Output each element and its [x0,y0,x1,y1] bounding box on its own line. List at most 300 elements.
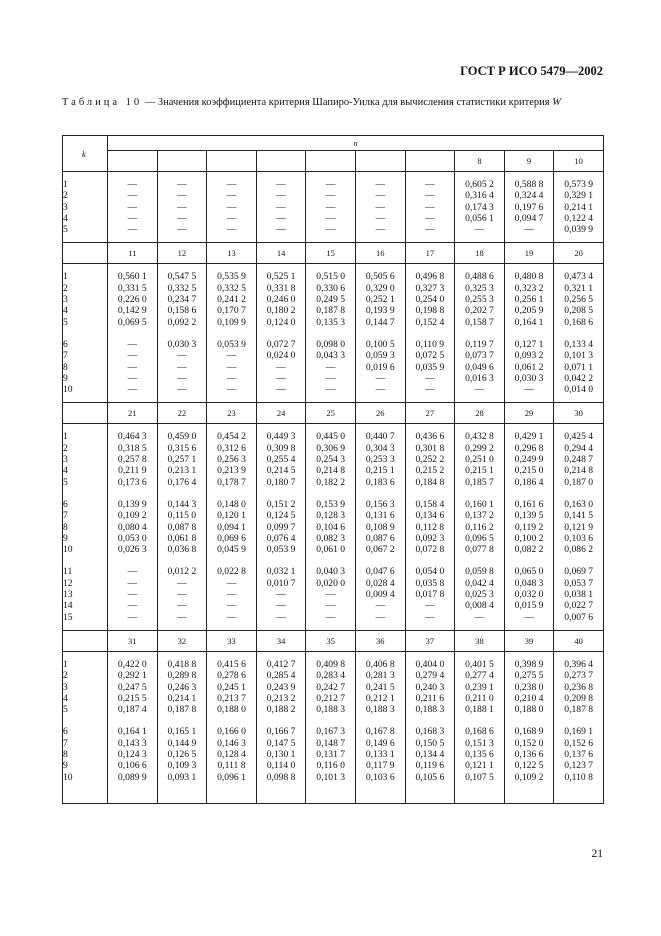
group-gap [158,555,207,566]
coefficient-value: 0,072 8 [415,544,445,556]
group-gap [554,555,603,566]
n-value-cell [306,151,356,172]
coefficient-value: — [127,589,138,601]
coefficient-value: 0,315 6 [167,442,197,454]
coefficient-value: 0,038 1 [564,589,594,601]
coefficient-value: — [177,179,187,190]
coefficient-value: 0,156 3 [365,498,395,510]
coefficient-value: 0,012 2 [167,566,197,578]
coefficient-value: 0,148 7 [316,737,346,749]
coefficient-value: 0,072 5 [415,350,445,362]
coefficient-value: 0,144 9 [167,737,197,749]
coefficient-value: 0,141 5 [564,510,594,522]
coefficient-column [157,264,207,403]
coefficient-value: — [226,589,237,601]
coefficient-value: 0,211 6 [415,692,445,704]
coefficient-value: 0,273 7 [564,670,594,682]
coefficient-value: 0,256 1 [514,294,544,306]
k-blank [63,243,108,264]
coefficient-column [207,651,257,803]
coefficient-value: 0,257 1 [167,454,197,466]
k-value: 14 [63,600,73,612]
coefficient-value: 0,152 4 [415,316,445,328]
k-column [63,424,108,630]
group-gap [554,715,603,726]
coefficient-value: — [226,372,237,384]
coefficient-value: 0,087 6 [365,532,395,544]
coefficient-value: — [127,190,138,202]
coefficient-column [455,264,505,403]
coefficient-value: 0,019 6 [365,361,395,373]
coefficient-value: — [226,350,237,362]
coefficient-value: 0,213 9 [217,465,246,477]
coefficient-value: 0,014 0 [564,384,594,396]
coefficient-value: 0,067 2 [365,544,395,556]
coefficient-value: 0,330 6 [316,282,346,294]
n-value-cell: 9 [504,151,554,172]
coefficient-value: 0,215 1 [465,465,494,477]
k-value: 6 [63,726,68,738]
n-value-cell: 15 [306,243,356,264]
standard-number: ГОСТ Р ИСО 5479—2002 [460,64,603,78]
coefficient-value: 0,161 6 [514,498,544,510]
coefficient-value: 0,035 8 [415,577,445,589]
group-gap [356,328,405,339]
group-gap [455,715,504,726]
coefficient-value: 0,329 0 [365,282,395,294]
group-gap [505,328,554,339]
n-value-cell: 10 [554,151,604,172]
coefficient-value: 0,454 2 [217,431,246,443]
coefficient-value: — [226,212,237,224]
coefficient-value: 0,304 3 [365,442,395,454]
coefficient-column [256,424,306,630]
group-gap [63,488,107,499]
coefficient-value: 0,214 1 [167,692,197,704]
coefficient-value: — [425,212,435,224]
coefficient-value: 0,144 3 [167,498,197,510]
coefficient-value: 0,164 1 [514,316,544,328]
k-value: 13 [63,589,73,601]
coefficient-value: 0,116 0 [316,760,345,772]
coefficient-value: 0,180 2 [266,305,296,317]
k-value: 10 [63,771,73,783]
coefficient-value: 0,164 1 [117,726,147,738]
coefficient-value: 0,082 2 [514,544,544,556]
n-value-cell: 16 [355,243,405,264]
coefficient-column [554,424,604,630]
coefficient-value: 0,121 9 [564,521,594,533]
n-value-cell: 14 [256,243,306,264]
coefficient-value: 0,131 6 [365,510,395,522]
coefficient-value: 0,436 6 [415,431,445,443]
coefficient-value: 0,112 8 [415,521,445,533]
k-value: 1 [63,431,68,443]
coefficient-value: 0,093 2 [514,350,544,362]
coefficient-value: 0,065 0 [514,566,544,578]
coefficient-value: — [177,600,187,612]
coefficient-value: — [226,190,237,202]
coefficient-value: 0,198 8 [415,305,445,317]
group-gap [554,328,603,339]
n-value-cell: 24 [256,403,306,424]
coefficient-value: 0,135 6 [465,748,494,760]
coefficient-value: 0,022 7 [564,600,594,612]
coefficient-value: 0,168 6 [564,316,594,328]
k-value: 4 [63,212,68,224]
group-gap [505,488,554,499]
coefficient-value: 0,024 0 [266,350,296,362]
coefficient-value: 0,440 7 [365,431,395,443]
coefficient-value: 0,061 0 [316,544,346,556]
coefficient-value: 0,100 2 [514,532,544,544]
k-value: 2 [63,282,68,294]
coefficient-value: 0,496 8 [415,271,445,283]
page-number: 21 [591,848,603,860]
coefficient-column [355,651,405,803]
coefficient-value: 0,152 0 [514,737,544,749]
coefficient-value: 0,182 2 [316,476,346,488]
coefficient-value: 0,247 5 [117,681,147,693]
coefficient-value: — [177,212,187,224]
k-value: 8 [63,748,68,760]
coefficient-value: 0,573 9 [564,179,594,190]
data-row [63,424,604,630]
coefficient-value: 0,409 8 [316,658,346,670]
group-gap [455,488,504,499]
coefficient-value: 0,026 3 [117,544,147,556]
coefficient-value: 0,187 0 [564,476,594,488]
k-value: 1 [63,179,68,190]
coefficient-value: — [177,350,187,362]
coefficient-value: 0,116 2 [465,521,494,533]
coefficient-value: — [276,212,286,224]
coefficient-value: 0,007 6 [564,611,594,623]
coefficient-value: 0,331 8 [266,282,296,294]
group-gap [63,555,107,566]
n-value-cell: 17 [405,243,455,264]
coefficient-value: — [474,611,485,623]
coefficient-value: 0,316 4 [465,190,494,202]
coefficient-value: 0,101 3 [316,771,346,783]
coefficient-value: 0,215 0 [514,465,544,477]
coefficient-value: — [127,361,138,373]
coefficient-value: 0,515 0 [316,271,346,283]
coefficient-value: 0,214 1 [564,201,594,213]
coefficient-value: 0,087 8 [167,521,197,533]
coefficient-value: 0,032 1 [266,566,296,578]
coefficient-value: — [177,361,187,373]
coefficient-value: 0,432 8 [465,431,494,443]
coefficient-value: 0,255 3 [465,294,494,306]
coefficient-value: 0,151 2 [266,498,296,510]
coefficient-value: 0,256 3 [217,454,246,466]
data-row [63,172,604,243]
coefficient-value: 0,032 0 [514,589,544,601]
coefficient-value: 0,253 3 [365,454,395,466]
k-value: 4 [63,465,68,477]
coefficient-value: 0,238 0 [514,681,544,693]
coefficient-value: 0,153 9 [316,498,346,510]
n-value-cell [405,151,455,172]
coefficient-value: 0,249 9 [514,454,544,466]
coefficient-value: — [375,201,386,213]
n-value-cell: 27 [405,403,455,424]
coefficient-value: 0,188 3 [365,704,395,716]
coefficient-value: — [325,600,336,612]
coefficient-value: 0,279 4 [415,670,445,682]
coefficient-value: — [375,611,386,623]
coefficient-value: — [127,338,138,350]
k-value: 4 [63,692,68,704]
k-value: 4 [63,305,68,317]
k-value: 8 [63,521,68,533]
coefficient-value: 0,049 6 [465,361,494,373]
group-gap [257,488,306,499]
coefficient-value: 0,028 4 [365,577,395,589]
k-blank [63,630,108,651]
coefficient-value: 0,119 2 [514,521,544,533]
coefficient-value: 0,045 9 [217,544,246,556]
coefficient-value: 0,183 6 [365,476,395,488]
k-value: 2 [63,190,68,202]
coefficient-value: — [524,224,534,236]
coefficient-value: 0,094 7 [514,212,544,224]
group-gap [505,555,554,566]
coefficient-value: 0,275 5 [514,670,544,682]
k-value: 9 [63,372,68,384]
coefficient-value: 0,211 9 [118,465,147,477]
coefficient-value: — [127,577,138,589]
coefficient-value: 0,215 2 [415,465,445,477]
group-gap [306,488,355,499]
coefficient-value: 0,246 3 [167,681,197,693]
coefficient-value: 0,255 4 [266,454,296,466]
coefficient-value: 0,180 7 [266,476,296,488]
coefficient-value: 0,208 5 [564,305,594,317]
coefficient-value: 0,252 1 [365,294,395,306]
coefficient-value: 0,042 4 [465,577,494,589]
k-value: 1 [63,271,68,283]
coefficient-value: 0,401 5 [465,658,494,670]
coefficient-value: 0,187 8 [564,704,594,716]
coefficient-value: 0,301 8 [415,442,445,454]
coefficient-value: — [177,589,187,601]
group-gap [306,328,355,339]
coefficient-column [405,172,455,243]
coefficient-value: — [375,372,386,384]
coefficient-value: 0,187 8 [167,704,197,716]
coefficient-value: 0,187 8 [316,305,346,317]
k-value: 5 [63,704,68,716]
coefficient-value: 0,056 1 [465,212,494,224]
group-gap [406,328,455,339]
coefficient-value: 0,124 5 [266,510,296,522]
coefficient-value: 0,030 3 [167,338,197,350]
coefficient-value: 0,241 5 [365,681,395,693]
coefficient-value: 0,122 5 [514,760,544,772]
coefficient-value: 0,110 8 [564,771,593,783]
coefficient-value: 0,110 9 [415,338,445,350]
n-value-cell: 19 [504,243,554,264]
coefficient-value: 0,294 4 [564,442,594,454]
k-column [63,264,108,403]
coefficient-value: 0,143 3 [117,737,147,749]
coefficient-value: 0,098 0 [316,338,346,350]
coefficient-value: — [177,577,187,589]
coefficient-value: 0,010 7 [266,577,296,589]
group-gap [505,715,554,726]
coefficient-value: 0,134 4 [415,748,445,760]
coefficient-value: 0,073 7 [465,350,494,362]
coefficient-value: 0,239 1 [465,681,494,693]
coefficient-value: 0,215 5 [117,692,147,704]
coefficient-value: 0,257 8 [117,454,147,466]
coefficient-value: 0,332 5 [217,282,246,294]
coefficient-value: 0,188 0 [514,704,544,716]
coefficient-value: 0,086 2 [564,544,594,556]
n-value-cell: 26 [355,403,405,424]
coefficient-value: 0,016 3 [465,372,494,384]
coefficient-value: 0,309 8 [266,442,296,454]
k-value: 12 [63,577,73,589]
coefficient-value: 0,071 1 [564,361,594,373]
coefficient-value: — [127,600,138,612]
k-column [63,172,108,243]
coefficient-value: — [177,372,187,384]
coefficient-column [355,424,405,630]
coefficient-value: 0,246 0 [266,294,296,306]
coefficient-column [207,172,257,243]
coefficient-value: — [226,201,237,213]
coefficient-value: — [425,384,435,396]
coefficient-value: 0,202 7 [465,305,494,317]
coefficient-column [554,651,604,803]
n-value-cell: 20 [554,243,604,264]
coefficient-value: 0,236 8 [564,681,594,693]
coefficient-value: 0,188 1 [465,704,494,716]
coefficient-value: 0,105 6 [415,771,445,783]
group-gap [455,555,504,566]
coefficient-column [455,651,505,803]
coefficient-value: — [127,179,138,190]
coefficient-value: 0,135 3 [316,316,346,328]
coefficient-value: 0,133 1 [365,748,395,760]
group-gap [207,715,256,726]
n-value-cell: 18 [455,243,505,264]
k-value: 5 [63,224,68,236]
coefficient-value: 0,210 4 [514,692,544,704]
coefficient-value: — [425,201,435,213]
coefficient-value: 0,015 9 [514,600,544,612]
group-gap [554,488,603,499]
coefficient-value: 0,212 7 [316,692,346,704]
coefficient-value: 0,332 5 [167,282,197,294]
coefficient-value: 0,107 5 [465,771,494,783]
coefficient-column [157,424,207,630]
coefficient-value: 0,277 4 [465,670,494,682]
coefficient-column [306,651,356,803]
group-gap [108,328,157,339]
coefficient-value: 0,214 5 [266,465,296,477]
group-gap [207,555,256,566]
coefficient-value: 0,170 7 [217,305,246,317]
n-value-cell: 30 [554,403,604,424]
table-caption-text: — Значения коэффициента критерия Шапиро-Уилка для вычисления статистики критерия [142,97,553,108]
group-gap [158,488,207,499]
group-gap [356,715,405,726]
coefficient-value: 0,488 6 [465,271,494,283]
n-values-row [63,151,604,172]
coefficient-value: 0,449 3 [266,431,296,443]
k-value: 1 [63,658,68,670]
coefficient-value: — [425,600,435,612]
k-value: 15 [63,611,73,623]
coefficient-value: 0,325 3 [465,282,494,294]
group-gap [207,328,256,339]
k-value: 3 [63,454,68,466]
coefficient-value: 0,406 8 [365,658,395,670]
coefficient-value: 0,053 9 [266,544,296,556]
coefficient-value: — [325,361,336,373]
coefficient-value: — [276,361,286,373]
coefficient-value: 0,422 0 [117,658,147,670]
k-value: 5 [63,476,68,488]
coefficient-value: 0,184 8 [415,476,445,488]
coefficient-value: 0,131 7 [316,748,346,760]
coefficient-value: 0,093 1 [167,771,197,783]
coefficient-value: 0,158 7 [465,316,494,328]
n-value-cell [108,151,158,172]
coefficient-value: 0,464 3 [117,431,147,443]
n-value-cell: 23 [207,403,257,424]
coefficient-value: 0,147 5 [266,737,296,749]
coefficient-value: 0,242 7 [316,681,346,693]
coefficient-value: 0,459 0 [167,431,197,443]
coefficient-value: 0,243 9 [266,681,296,693]
coefficient-column [455,424,505,630]
coefficient-value: 0,069 5 [117,316,147,328]
coefficient-value: 0,312 6 [217,442,246,454]
coefficient-value: 0,429 1 [514,431,544,443]
coefficient-column [306,424,356,630]
coefficient-value: 0,425 4 [564,431,594,443]
coefficient-value: — [127,384,138,396]
coefficient-value: 0,168 9 [514,726,544,738]
coefficient-value: 0,480 8 [514,271,544,283]
n-value-cell: 32 [157,630,207,651]
coefficient-value: — [226,611,237,623]
coefficient-value: 0,039 9 [564,224,594,236]
coefficient-value: — [276,224,286,236]
coefficient-value: 0,560 1 [117,271,147,283]
coefficient-column [355,264,405,403]
group-gap [257,555,306,566]
coefficient-value: 0,547 5 [167,271,197,283]
coefficient-value: 0,008 4 [465,600,494,612]
coefficient-value: 0,249 5 [316,294,346,306]
n-value-cell: 40 [554,630,604,651]
shapiro-wilk-table [62,135,604,804]
coefficient-column [405,264,455,403]
coefficient-value: 0,053 0 [117,532,147,544]
coefficient-value: 0,168 3 [415,726,445,738]
coefficient-value: 0,076 4 [266,532,296,544]
coefficient-value: 0,169 1 [564,726,594,738]
coefficient-value: — [474,224,485,236]
coefficient-value: — [425,190,435,202]
coefficient-value: 0,053 7 [564,577,594,589]
